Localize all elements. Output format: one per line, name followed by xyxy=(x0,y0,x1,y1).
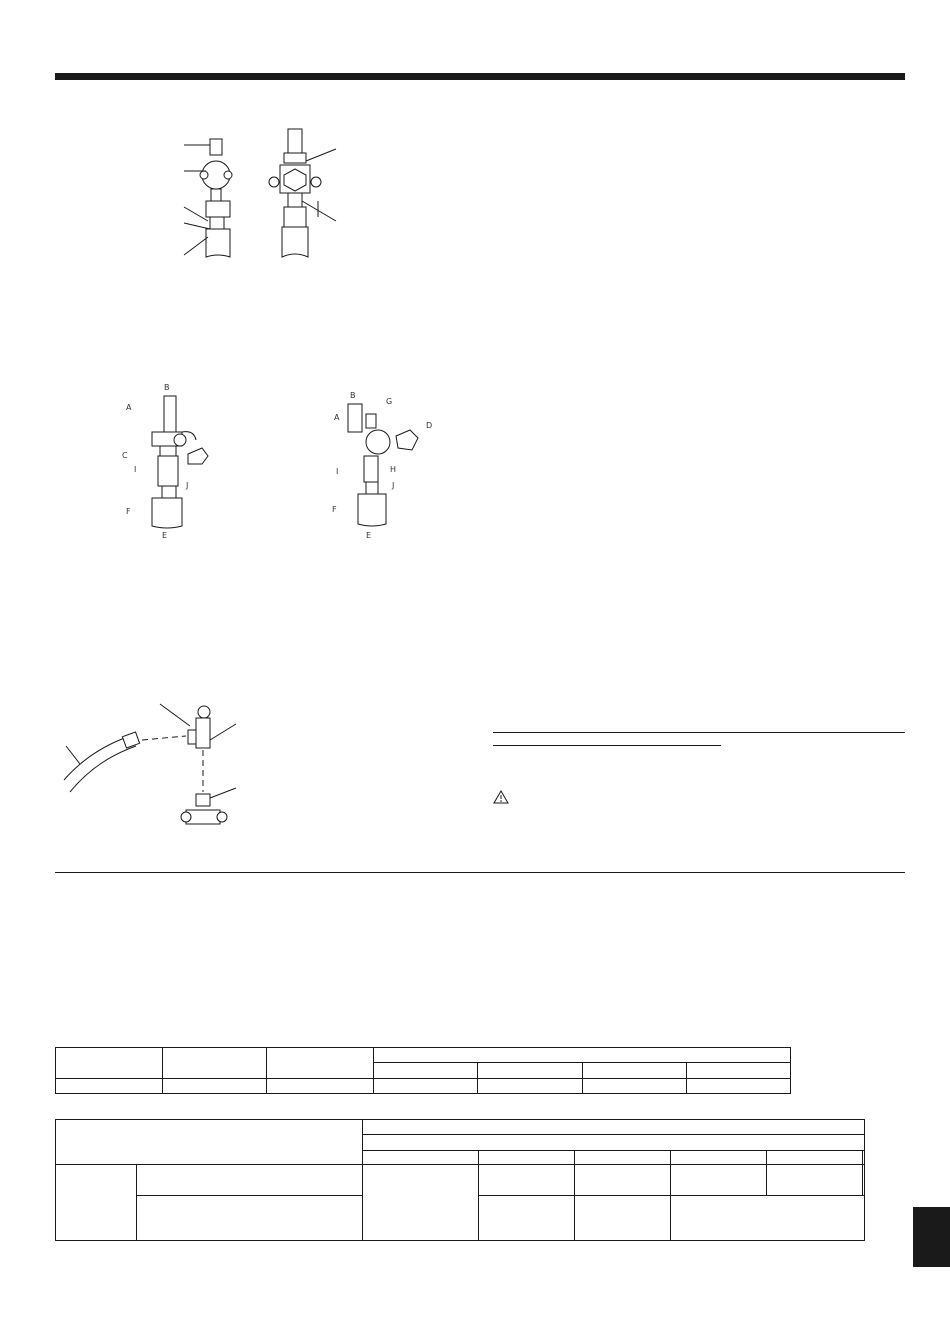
callout-a: A xyxy=(126,403,132,412)
table-2-header-cell xyxy=(363,1120,865,1135)
table-1-cell xyxy=(686,1078,790,1093)
section-rule-long xyxy=(493,732,905,733)
table-1-cell xyxy=(582,1078,686,1093)
callout-f: F xyxy=(126,507,131,516)
callout-e: E xyxy=(162,531,168,540)
table-1 xyxy=(55,1047,791,1094)
section-rule-short xyxy=(493,745,721,746)
table-2-cell xyxy=(863,1165,865,1196)
callout-i: I xyxy=(134,465,137,474)
table-1-cell xyxy=(56,1078,163,1093)
table-2-subheader-cell xyxy=(863,1150,865,1164)
table-2-cell xyxy=(479,1165,575,1196)
callout-j2: J xyxy=(392,481,395,490)
table-2-subheader-cell xyxy=(363,1150,479,1164)
header-bar xyxy=(55,73,905,80)
table-1-header-cell xyxy=(267,1048,374,1079)
warning-icon xyxy=(493,790,509,804)
table-2-cell xyxy=(363,1165,479,1241)
table-1-cell xyxy=(267,1078,374,1093)
table-2-subheader-cell xyxy=(479,1150,575,1164)
valve-figure-1 xyxy=(180,125,340,265)
table-2-cell xyxy=(767,1165,863,1196)
table-1-subheader-cell xyxy=(686,1063,790,1078)
callout-f2: F xyxy=(332,505,337,514)
table-1-header-cell xyxy=(374,1048,791,1063)
square-valve-illustration xyxy=(269,129,321,257)
callout-g: G xyxy=(386,397,393,406)
callout-j: J xyxy=(186,481,189,490)
table-2-cell xyxy=(479,1195,575,1240)
callout-h: H xyxy=(390,465,397,474)
table-2-header-cell xyxy=(363,1135,865,1150)
callout-b: B xyxy=(164,383,170,392)
table-1-subheader-cell xyxy=(374,1063,478,1078)
table-1-cell xyxy=(374,1078,478,1093)
table-2-cell xyxy=(671,1195,865,1240)
callout-c: C xyxy=(122,451,128,460)
table-2-cell xyxy=(671,1165,767,1196)
callout-d: D xyxy=(426,421,433,430)
table-1-cell xyxy=(478,1078,582,1093)
table-1-header-cell xyxy=(163,1048,267,1079)
table-2-row-group xyxy=(56,1165,137,1241)
valve-figure-2-left xyxy=(120,380,240,540)
table-2-subheader-cell xyxy=(575,1150,671,1164)
callout-b2: B xyxy=(350,391,356,400)
table-2-header-cell xyxy=(56,1120,363,1165)
table-2-subheader-cell xyxy=(671,1150,767,1164)
callout-i2: I xyxy=(336,467,339,476)
section-edge-tab xyxy=(913,1207,950,1267)
table-1-header-cell xyxy=(56,1048,163,1079)
table-2-cell xyxy=(575,1165,671,1196)
table-2-subheader-cell xyxy=(767,1150,863,1164)
table-2-cell xyxy=(137,1195,363,1240)
callout-e2: E xyxy=(366,531,372,540)
table-1-subheader-cell xyxy=(478,1063,582,1078)
table-1-subheader-cell xyxy=(582,1063,686,1078)
table-1-cell xyxy=(163,1078,267,1093)
table-2-cell xyxy=(575,1195,671,1240)
hose-service-port-figure xyxy=(60,700,250,830)
valve-figure-2-right xyxy=(330,390,450,540)
callout-a2: A xyxy=(334,413,340,422)
page-separator xyxy=(55,872,905,873)
table-2 xyxy=(55,1119,865,1241)
table-2-cell xyxy=(137,1165,363,1196)
